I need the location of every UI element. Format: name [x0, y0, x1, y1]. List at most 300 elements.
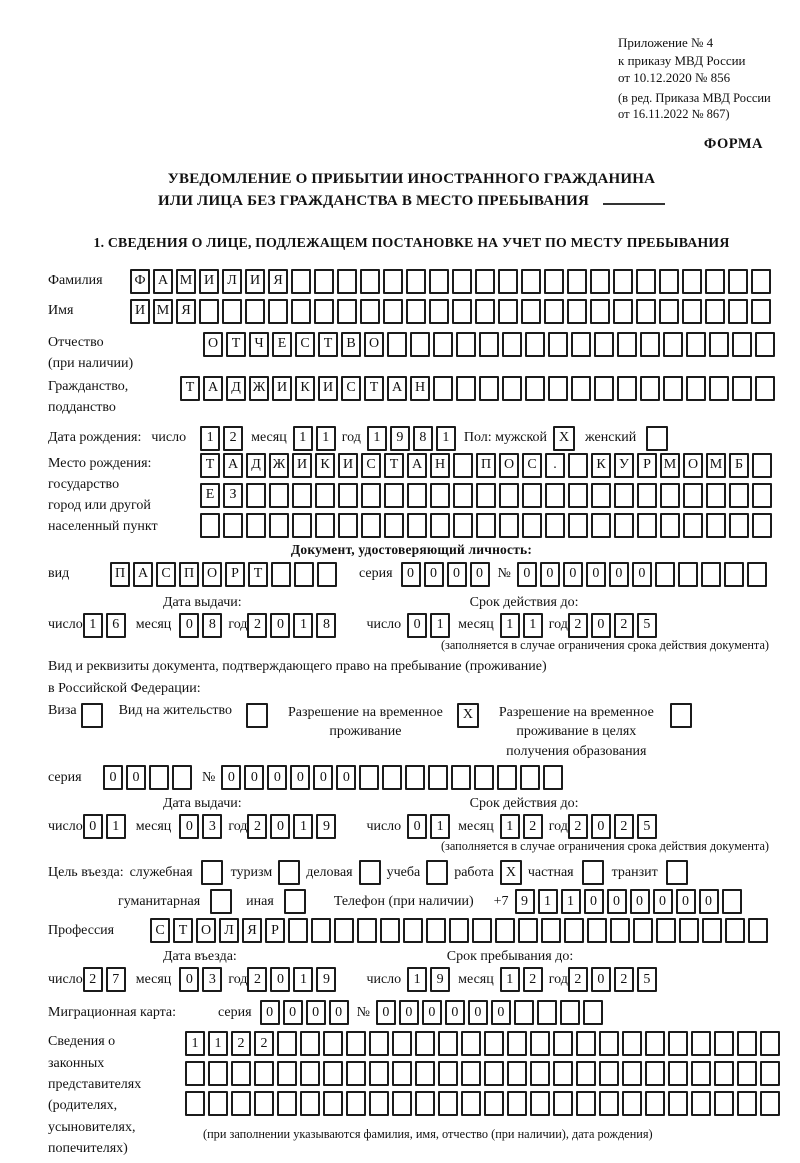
char-cell[interactable]: 0	[407, 613, 427, 638]
char-cell[interactable]	[729, 513, 749, 538]
char-cell[interactable]	[323, 1061, 343, 1086]
char-cell[interactable]: И	[318, 376, 338, 401]
char-cell[interactable]: Е	[272, 332, 292, 357]
char-cell[interactable]: 2	[568, 967, 588, 992]
char-cell[interactable]	[476, 513, 496, 538]
char-cell[interactable]	[315, 483, 335, 508]
char-cell[interactable]: 0	[329, 1000, 349, 1025]
char-cell[interactable]	[149, 765, 169, 790]
char-cell[interactable]	[663, 376, 683, 401]
char-cell[interactable]	[484, 1031, 504, 1056]
char-cell[interactable]: Б	[729, 453, 749, 478]
char-cell[interactable]: Т	[173, 918, 193, 943]
char-cell[interactable]	[678, 562, 698, 587]
char-cell[interactable]	[679, 918, 699, 943]
char-cell[interactable]: К	[315, 453, 335, 478]
char-cell[interactable]: 1	[293, 426, 313, 451]
char-cell[interactable]	[357, 918, 377, 943]
char-cell[interactable]	[369, 1091, 389, 1116]
char-cell[interactable]: Т	[180, 376, 200, 401]
char-cell[interactable]	[752, 513, 772, 538]
char-cell[interactable]	[568, 453, 588, 478]
char-cell[interactable]	[520, 765, 540, 790]
char-cell[interactable]: Ж	[269, 453, 289, 478]
char-cell[interactable]	[507, 1091, 527, 1116]
char-cell[interactable]	[292, 483, 312, 508]
char-cell[interactable]	[714, 1061, 734, 1086]
char-cell[interactable]: 0	[179, 613, 199, 638]
char-cell[interactable]: 0	[422, 1000, 442, 1025]
char-cell[interactable]	[760, 1091, 780, 1116]
char-cell[interactable]	[475, 269, 495, 294]
char-cell[interactable]	[622, 1061, 642, 1086]
char-cell[interactable]	[544, 299, 564, 324]
char-cell[interactable]	[452, 269, 472, 294]
char-cell[interactable]	[222, 299, 242, 324]
char-cell[interactable]	[617, 332, 637, 357]
char-cell[interactable]: 2	[614, 613, 634, 638]
char-cell[interactable]: 2	[568, 613, 588, 638]
char-cell[interactable]	[755, 332, 775, 357]
char-cell[interactable]	[760, 1031, 780, 1056]
char-cell[interactable]: А	[203, 376, 223, 401]
char-cell[interactable]	[752, 453, 772, 478]
char-cell[interactable]	[456, 376, 476, 401]
char-cell[interactable]	[636, 299, 656, 324]
char-cell[interactable]: 1	[200, 426, 220, 451]
char-cell[interactable]	[521, 299, 541, 324]
char-cell[interactable]: С	[341, 376, 361, 401]
residence-permit-checkbox[interactable]	[246, 703, 268, 728]
char-cell[interactable]	[291, 299, 311, 324]
char-cell[interactable]	[430, 513, 450, 538]
char-cell[interactable]: 0	[424, 562, 444, 587]
char-cell[interactable]	[346, 1091, 366, 1116]
char-cell[interactable]	[346, 1031, 366, 1056]
char-cell[interactable]	[438, 1091, 458, 1116]
char-cell[interactable]: С	[150, 918, 170, 943]
char-cell[interactable]: О	[203, 332, 223, 357]
char-cell[interactable]	[456, 332, 476, 357]
char-cell[interactable]	[571, 376, 591, 401]
char-cell[interactable]	[208, 1091, 228, 1116]
char-cell[interactable]: 2	[247, 967, 267, 992]
char-cell[interactable]: 0	[632, 562, 652, 587]
char-cell[interactable]: С	[522, 453, 542, 478]
char-cell[interactable]	[361, 513, 381, 538]
char-cell[interactable]	[317, 562, 337, 587]
char-cell[interactable]	[729, 483, 749, 508]
char-cell[interactable]	[314, 299, 334, 324]
char-cell[interactable]: 0	[584, 889, 604, 914]
char-cell[interactable]	[361, 483, 381, 508]
char-cell[interactable]: 2	[523, 967, 543, 992]
char-cell[interactable]: 0	[491, 1000, 511, 1025]
char-cell[interactable]: М	[153, 299, 173, 324]
char-cell[interactable]: 1	[538, 889, 558, 914]
char-cell[interactable]: 0	[699, 889, 719, 914]
char-cell[interactable]	[548, 332, 568, 357]
char-cell[interactable]	[498, 299, 518, 324]
char-cell[interactable]	[518, 918, 538, 943]
char-cell[interactable]: 8	[413, 426, 433, 451]
char-cell[interactable]: 9	[316, 967, 336, 992]
char-cell[interactable]: С	[295, 332, 315, 357]
char-cell[interactable]: 0	[270, 613, 290, 638]
gender-female-checkbox[interactable]	[646, 426, 668, 451]
char-cell[interactable]	[410, 332, 430, 357]
char-cell[interactable]: 0	[468, 1000, 488, 1025]
purpose-tourism-checkbox[interactable]	[278, 860, 300, 885]
char-cell[interactable]: Я	[242, 918, 262, 943]
char-cell[interactable]: О	[202, 562, 222, 587]
char-cell[interactable]: 2	[247, 814, 267, 839]
char-cell[interactable]	[682, 269, 702, 294]
char-cell[interactable]: .	[545, 453, 565, 478]
char-cell[interactable]	[449, 918, 469, 943]
char-cell[interactable]: 5	[637, 967, 657, 992]
char-cell[interactable]: О	[196, 918, 216, 943]
char-cell[interactable]	[591, 483, 611, 508]
char-cell[interactable]	[560, 1000, 580, 1025]
char-cell[interactable]: 5	[637, 814, 657, 839]
char-cell[interactable]: 9	[515, 889, 535, 914]
char-cell[interactable]: Д	[226, 376, 246, 401]
char-cell[interactable]	[553, 1031, 573, 1056]
char-cell[interactable]: 0	[306, 1000, 326, 1025]
char-cell[interactable]: О	[364, 332, 384, 357]
char-cell[interactable]: П	[179, 562, 199, 587]
char-cell[interactable]	[294, 562, 314, 587]
char-cell[interactable]: А	[133, 562, 153, 587]
char-cell[interactable]	[645, 1091, 665, 1116]
char-cell[interactable]	[359, 765, 379, 790]
char-cell[interactable]	[403, 918, 423, 943]
char-cell[interactable]: С	[361, 453, 381, 478]
temp-residence-checkbox[interactable]: X	[457, 703, 479, 728]
char-cell[interactable]: 8	[202, 613, 222, 638]
char-cell[interactable]	[706, 513, 726, 538]
char-cell[interactable]: 1	[293, 967, 313, 992]
char-cell[interactable]	[369, 1031, 389, 1056]
char-cell[interactable]	[737, 1091, 757, 1116]
char-cell[interactable]	[277, 1031, 297, 1056]
char-cell[interactable]	[701, 562, 721, 587]
char-cell[interactable]	[537, 1000, 557, 1025]
char-cell[interactable]	[268, 299, 288, 324]
char-cell[interactable]: 0	[313, 765, 333, 790]
char-cell[interactable]: 0	[630, 889, 650, 914]
char-cell[interactable]: 2	[614, 814, 634, 839]
purpose-transit-checkbox[interactable]	[666, 860, 688, 885]
char-cell[interactable]: Ч	[249, 332, 269, 357]
char-cell[interactable]	[576, 1031, 596, 1056]
temp-residence-edu-checkbox[interactable]	[670, 703, 692, 728]
char-cell[interactable]	[553, 1061, 573, 1086]
char-cell[interactable]: 0	[653, 889, 673, 914]
char-cell[interactable]	[755, 376, 775, 401]
char-cell[interactable]: 0	[591, 967, 611, 992]
char-cell[interactable]	[451, 765, 471, 790]
char-cell[interactable]	[291, 269, 311, 294]
char-cell[interactable]: Т	[364, 376, 384, 401]
char-cell[interactable]	[300, 1031, 320, 1056]
char-cell[interactable]: И	[272, 376, 292, 401]
char-cell[interactable]: 2	[254, 1031, 274, 1056]
char-cell[interactable]	[714, 1091, 734, 1116]
char-cell[interactable]	[384, 483, 404, 508]
char-cell[interactable]	[475, 299, 495, 324]
char-cell[interactable]	[522, 483, 542, 508]
char-cell[interactable]	[760, 1061, 780, 1086]
char-cell[interactable]	[748, 918, 768, 943]
char-cell[interactable]	[702, 918, 722, 943]
char-cell[interactable]	[591, 513, 611, 538]
char-cell[interactable]	[479, 376, 499, 401]
char-cell[interactable]: З	[223, 483, 243, 508]
char-cell[interactable]: 0	[676, 889, 696, 914]
char-cell[interactable]: 0	[563, 562, 583, 587]
char-cell[interactable]	[691, 1091, 711, 1116]
visa-checkbox[interactable]	[81, 703, 103, 728]
char-cell[interactable]: 0	[336, 765, 356, 790]
char-cell[interactable]: 0	[609, 562, 629, 587]
char-cell[interactable]	[567, 299, 587, 324]
char-cell[interactable]	[705, 269, 725, 294]
char-cell[interactable]	[645, 1061, 665, 1086]
char-cell[interactable]	[732, 376, 752, 401]
char-cell[interactable]	[656, 918, 676, 943]
char-cell[interactable]	[223, 513, 243, 538]
char-cell[interactable]: 6	[106, 613, 126, 638]
char-cell[interactable]	[553, 1091, 573, 1116]
char-cell[interactable]	[314, 269, 334, 294]
char-cell[interactable]: 0	[179, 967, 199, 992]
char-cell[interactable]	[392, 1091, 412, 1116]
char-cell[interactable]	[709, 332, 729, 357]
char-cell[interactable]	[752, 483, 772, 508]
char-cell[interactable]: 0	[586, 562, 606, 587]
char-cell[interactable]	[245, 299, 265, 324]
char-cell[interactable]	[668, 1031, 688, 1056]
char-cell[interactable]	[323, 1031, 343, 1056]
char-cell[interactable]	[407, 513, 427, 538]
char-cell[interactable]: К	[591, 453, 611, 478]
char-cell[interactable]	[269, 513, 289, 538]
char-cell[interactable]	[587, 918, 607, 943]
char-cell[interactable]: 0	[447, 562, 467, 587]
char-cell[interactable]: 0	[270, 814, 290, 839]
char-cell[interactable]	[430, 483, 450, 508]
char-cell[interactable]	[747, 562, 767, 587]
char-cell[interactable]	[415, 1091, 435, 1116]
char-cell[interactable]	[659, 269, 679, 294]
char-cell[interactable]: У	[614, 453, 634, 478]
char-cell[interactable]: М	[660, 453, 680, 478]
char-cell[interactable]	[599, 1091, 619, 1116]
char-cell[interactable]	[433, 376, 453, 401]
char-cell[interactable]	[383, 299, 403, 324]
char-cell[interactable]	[613, 269, 633, 294]
char-cell[interactable]	[438, 1061, 458, 1086]
char-cell[interactable]: М	[706, 453, 726, 478]
char-cell[interactable]: П	[476, 453, 496, 478]
char-cell[interactable]: А	[407, 453, 427, 478]
char-cell[interactable]: Е	[200, 483, 220, 508]
char-cell[interactable]	[571, 332, 591, 357]
char-cell[interactable]: Ж	[249, 376, 269, 401]
char-cell[interactable]	[461, 1031, 481, 1056]
char-cell[interactable]	[637, 513, 657, 538]
char-cell[interactable]	[507, 1031, 527, 1056]
char-cell[interactable]: Л	[222, 269, 242, 294]
char-cell[interactable]	[683, 513, 703, 538]
char-cell[interactable]	[337, 269, 357, 294]
char-cell[interactable]: 1	[430, 814, 450, 839]
char-cell[interactable]: Р	[637, 453, 657, 478]
char-cell[interactable]: 2	[231, 1031, 251, 1056]
char-cell[interactable]	[311, 918, 331, 943]
char-cell[interactable]	[737, 1061, 757, 1086]
char-cell[interactable]: 0	[591, 613, 611, 638]
char-cell[interactable]	[544, 269, 564, 294]
char-cell[interactable]	[185, 1061, 205, 1086]
gender-male-checkbox[interactable]: X	[553, 426, 575, 451]
char-cell[interactable]: 1	[561, 889, 581, 914]
char-cell[interactable]	[705, 299, 725, 324]
char-cell[interactable]: О	[499, 453, 519, 478]
char-cell[interactable]: 0	[470, 562, 490, 587]
char-cell[interactable]	[686, 332, 706, 357]
char-cell[interactable]	[428, 765, 448, 790]
char-cell[interactable]	[564, 918, 584, 943]
char-cell[interactable]	[617, 376, 637, 401]
char-cell[interactable]	[498, 269, 518, 294]
char-cell[interactable]	[433, 332, 453, 357]
char-cell[interactable]: 1	[500, 613, 520, 638]
char-cell[interactable]	[691, 1061, 711, 1086]
char-cell[interactable]	[429, 269, 449, 294]
char-cell[interactable]	[613, 299, 633, 324]
char-cell[interactable]	[637, 483, 657, 508]
char-cell[interactable]	[499, 483, 519, 508]
char-cell[interactable]	[407, 483, 427, 508]
char-cell[interactable]	[583, 1000, 603, 1025]
char-cell[interactable]	[479, 332, 499, 357]
char-cell[interactable]: 2	[223, 426, 243, 451]
char-cell[interactable]: 0	[517, 562, 537, 587]
char-cell[interactable]	[599, 1061, 619, 1086]
char-cell[interactable]	[530, 1061, 550, 1086]
char-cell[interactable]	[474, 765, 494, 790]
char-cell[interactable]: С	[156, 562, 176, 587]
char-cell[interactable]	[334, 918, 354, 943]
char-cell[interactable]	[525, 376, 545, 401]
char-cell[interactable]	[545, 483, 565, 508]
char-cell[interactable]	[567, 269, 587, 294]
char-cell[interactable]: 0	[407, 814, 427, 839]
char-cell[interactable]	[269, 483, 289, 508]
char-cell[interactable]	[660, 513, 680, 538]
char-cell[interactable]: Р	[225, 562, 245, 587]
char-cell[interactable]	[525, 332, 545, 357]
char-cell[interactable]	[732, 332, 752, 357]
purpose-official-checkbox[interactable]	[201, 860, 223, 885]
char-cell[interactable]: М	[176, 269, 196, 294]
char-cell[interactable]: 0	[221, 765, 241, 790]
char-cell[interactable]	[484, 1091, 504, 1116]
char-cell[interactable]	[392, 1031, 412, 1056]
char-cell[interactable]	[452, 299, 472, 324]
char-cell[interactable]	[722, 889, 742, 914]
char-cell[interactable]	[541, 918, 561, 943]
char-cell[interactable]	[590, 299, 610, 324]
char-cell[interactable]	[292, 513, 312, 538]
char-cell[interactable]	[406, 269, 426, 294]
char-cell[interactable]	[728, 269, 748, 294]
char-cell[interactable]	[384, 513, 404, 538]
char-cell[interactable]	[668, 1091, 688, 1116]
char-cell[interactable]: 8	[316, 613, 336, 638]
char-cell[interactable]	[751, 299, 771, 324]
char-cell[interactable]	[415, 1031, 435, 1056]
char-cell[interactable]	[655, 562, 675, 587]
char-cell[interactable]: Ф	[130, 269, 150, 294]
char-cell[interactable]: К	[295, 376, 315, 401]
char-cell[interactable]: 1	[523, 613, 543, 638]
char-cell[interactable]	[660, 483, 680, 508]
char-cell[interactable]	[246, 483, 266, 508]
char-cell[interactable]: Т	[248, 562, 268, 587]
char-cell[interactable]: 0	[267, 765, 287, 790]
char-cell[interactable]: А	[223, 453, 243, 478]
char-cell[interactable]	[300, 1061, 320, 1086]
char-cell[interactable]: И	[245, 269, 265, 294]
char-cell[interactable]	[346, 1061, 366, 1086]
char-cell[interactable]: И	[199, 269, 219, 294]
char-cell[interactable]	[271, 562, 291, 587]
char-cell[interactable]	[659, 299, 679, 324]
char-cell[interactable]: 0	[179, 814, 199, 839]
char-cell[interactable]	[728, 299, 748, 324]
char-cell[interactable]: 2	[614, 967, 634, 992]
char-cell[interactable]: 0	[103, 765, 123, 790]
char-cell[interactable]	[709, 376, 729, 401]
char-cell[interactable]	[576, 1061, 596, 1086]
char-cell[interactable]	[543, 765, 563, 790]
char-cell[interactable]: 3	[202, 814, 222, 839]
char-cell[interactable]	[338, 513, 358, 538]
char-cell[interactable]: 1	[407, 967, 427, 992]
char-cell[interactable]: 0	[445, 1000, 465, 1025]
char-cell[interactable]: О	[683, 453, 703, 478]
char-cell[interactable]: Т	[200, 453, 220, 478]
purpose-humanitarian-checkbox[interactable]	[210, 889, 232, 914]
char-cell[interactable]	[622, 1031, 642, 1056]
char-cell[interactable]: 1	[316, 426, 336, 451]
char-cell[interactable]	[610, 918, 630, 943]
purpose-private-checkbox[interactable]	[582, 860, 604, 885]
char-cell[interactable]: 1	[430, 613, 450, 638]
char-cell[interactable]	[507, 1061, 527, 1086]
char-cell[interactable]	[426, 918, 446, 943]
char-cell[interactable]: И	[338, 453, 358, 478]
char-cell[interactable]	[453, 483, 473, 508]
char-cell[interactable]	[706, 483, 726, 508]
char-cell[interactable]	[622, 1091, 642, 1116]
char-cell[interactable]: 9	[390, 426, 410, 451]
char-cell[interactable]	[614, 483, 634, 508]
